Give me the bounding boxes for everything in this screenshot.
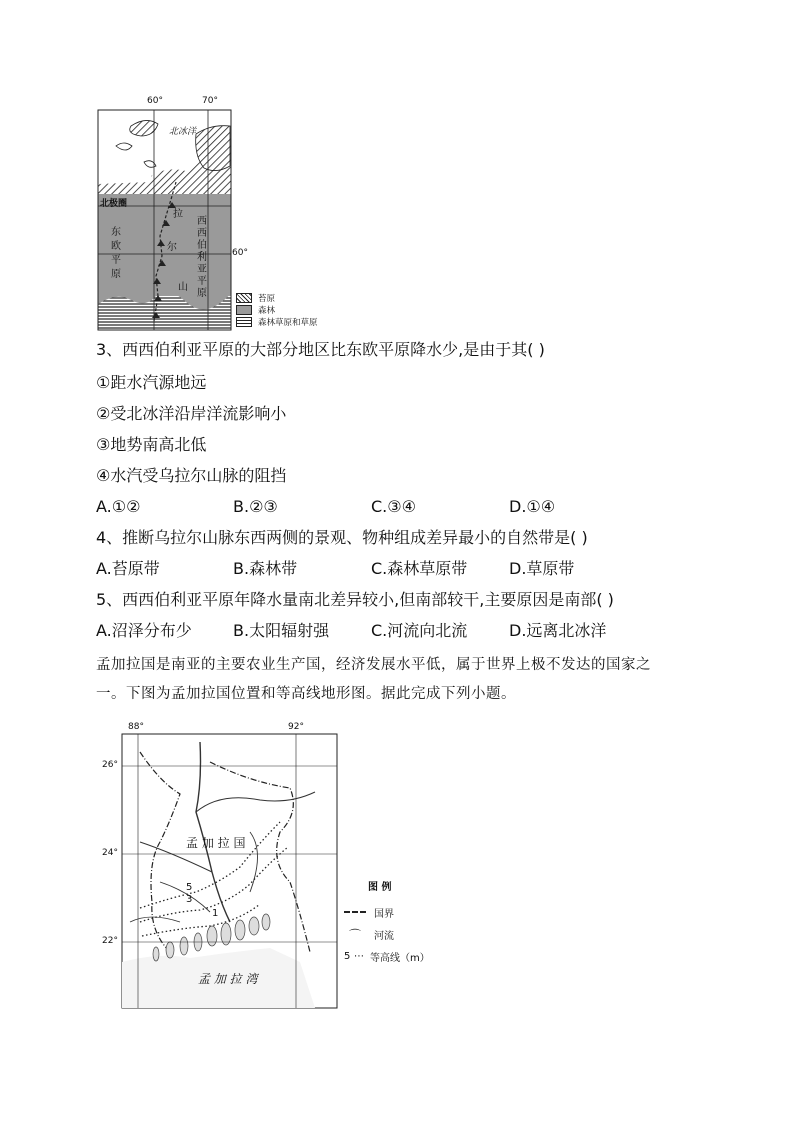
question-4-stem: 4、推断乌拉尔山脉东西两侧的景观、物种组成差异最小的自然带是( ) xyxy=(96,528,588,547)
label-west-siberia-plain xyxy=(196,216,208,300)
lon-label-92: 92° xyxy=(288,722,304,732)
lat-label-60: 60° xyxy=(232,248,248,258)
question-3-stem: 3、西西伯利亚平原的大部分地区比东欧平原降水少,是由于其( ) xyxy=(96,340,545,359)
label-ural-3: 山 xyxy=(178,282,188,293)
char: 平 xyxy=(197,276,207,287)
char: 利 xyxy=(197,252,207,263)
question-4-option-b[interactable]: B.森林带 xyxy=(233,559,298,578)
gray-swatch-icon xyxy=(236,305,252,315)
label-bay-of-bengal: 孟 加 拉 湾 xyxy=(198,972,258,986)
lat-label-24: 24° xyxy=(102,848,118,858)
legend-item-forest: 森林 xyxy=(236,304,341,316)
char: 原 xyxy=(111,269,121,280)
question-3-option-d[interactable]: D.①④ xyxy=(509,497,556,516)
map-figure-2 xyxy=(100,722,480,1012)
char: 东 xyxy=(111,227,121,238)
lon-label-70: 70° xyxy=(202,96,218,106)
lat-label-26: 26° xyxy=(102,760,118,770)
legend-title: 图 例 xyxy=(368,882,392,893)
question-3-statement-3: ③地势南高北低 xyxy=(96,435,207,454)
contour-label-3: 3 xyxy=(186,894,193,905)
question-3-statement-2: ②受北冰洋沿岸洋流影响小 xyxy=(96,404,287,423)
question-5-option-c[interactable]: C.河流向北流 xyxy=(371,621,468,640)
char: 西 xyxy=(197,216,207,227)
label-ural-2: 尔 xyxy=(167,242,177,253)
legend-item-contour: 5 ⋯ 等高线（m） xyxy=(344,950,430,964)
contour-label-1: 1 xyxy=(212,908,219,919)
lat-label-22: 22° xyxy=(102,936,118,946)
question-4-option-c[interactable]: C.森林草原带 xyxy=(371,559,468,578)
label-country-bangladesh: 孟 加 拉 国 xyxy=(186,836,246,850)
char: 欧 xyxy=(111,241,121,252)
label-arctic-ocean: 北冰洋 xyxy=(169,127,197,137)
map1-legend xyxy=(236,292,341,328)
char: 伯 xyxy=(197,240,207,251)
lon-label-60: 60° xyxy=(147,96,163,106)
label-east-europe-plain xyxy=(110,226,122,282)
question-3-statement-1: ①距水汽源地远 xyxy=(96,373,207,392)
question-5-option-b[interactable]: B.太阳辐射强 xyxy=(233,621,330,640)
contour-dots-icon: ⋯ xyxy=(354,950,364,962)
legend-item-border: 国界 xyxy=(344,901,480,923)
question-4-option-a[interactable]: A.苔原带 xyxy=(96,559,160,578)
legend-item-steppe: 森林草原和草原 xyxy=(236,316,341,328)
question-5-option-a[interactable]: A.沼泽分布少 xyxy=(96,621,192,640)
river-icon: ⌒ xyxy=(348,927,361,942)
passage-line-2: 一。下图为孟加拉国位置和等高线地形图。据此完成下列小题。 xyxy=(96,686,516,702)
question-4-option-d[interactable]: D.草原带 xyxy=(509,559,575,578)
border-line-icon xyxy=(344,911,366,913)
question-3-option-b[interactable]: B.②③ xyxy=(233,497,278,516)
legend-item-river: ⌒ 河流 xyxy=(344,923,480,945)
char: 平 xyxy=(111,255,121,266)
stripe-swatch-icon xyxy=(236,317,252,327)
question-3-option-a[interactable]: A.①② xyxy=(96,497,141,516)
char: 亚 xyxy=(197,264,207,275)
passage-line-1: 孟加拉国是南亚的主要农业生产国，经济发展水平低，属于世界上极不发达的国家之 xyxy=(96,657,651,673)
char: 西 xyxy=(197,228,207,239)
lon-label-88: 88° xyxy=(128,722,144,732)
contour-label-5: 5 xyxy=(186,882,193,893)
question-5-option-d[interactable]: D.远离北冰洋 xyxy=(509,621,607,640)
char: 原 xyxy=(197,288,207,299)
map2-legend xyxy=(344,878,480,967)
label-ural xyxy=(172,208,184,222)
hatch-swatch-icon xyxy=(236,293,252,303)
char: 拉 xyxy=(173,209,183,220)
legend-item-tundra: 苔原 xyxy=(236,292,341,304)
map-figure-1 xyxy=(96,96,341,334)
label-arctic-circle: 北极圈 xyxy=(100,199,128,209)
contour-value: 5 xyxy=(344,950,351,962)
question-3-statement-4: ④水汽受乌拉尔山脉的阻挡 xyxy=(96,466,287,485)
map-bangladesh xyxy=(100,722,340,1012)
question-5-stem: 5、西西伯利亚平原年降水量南北差异较小,但南部较干,主要原因是南部( ) xyxy=(96,590,614,609)
question-3-option-c[interactable]: C.③④ xyxy=(371,497,416,516)
